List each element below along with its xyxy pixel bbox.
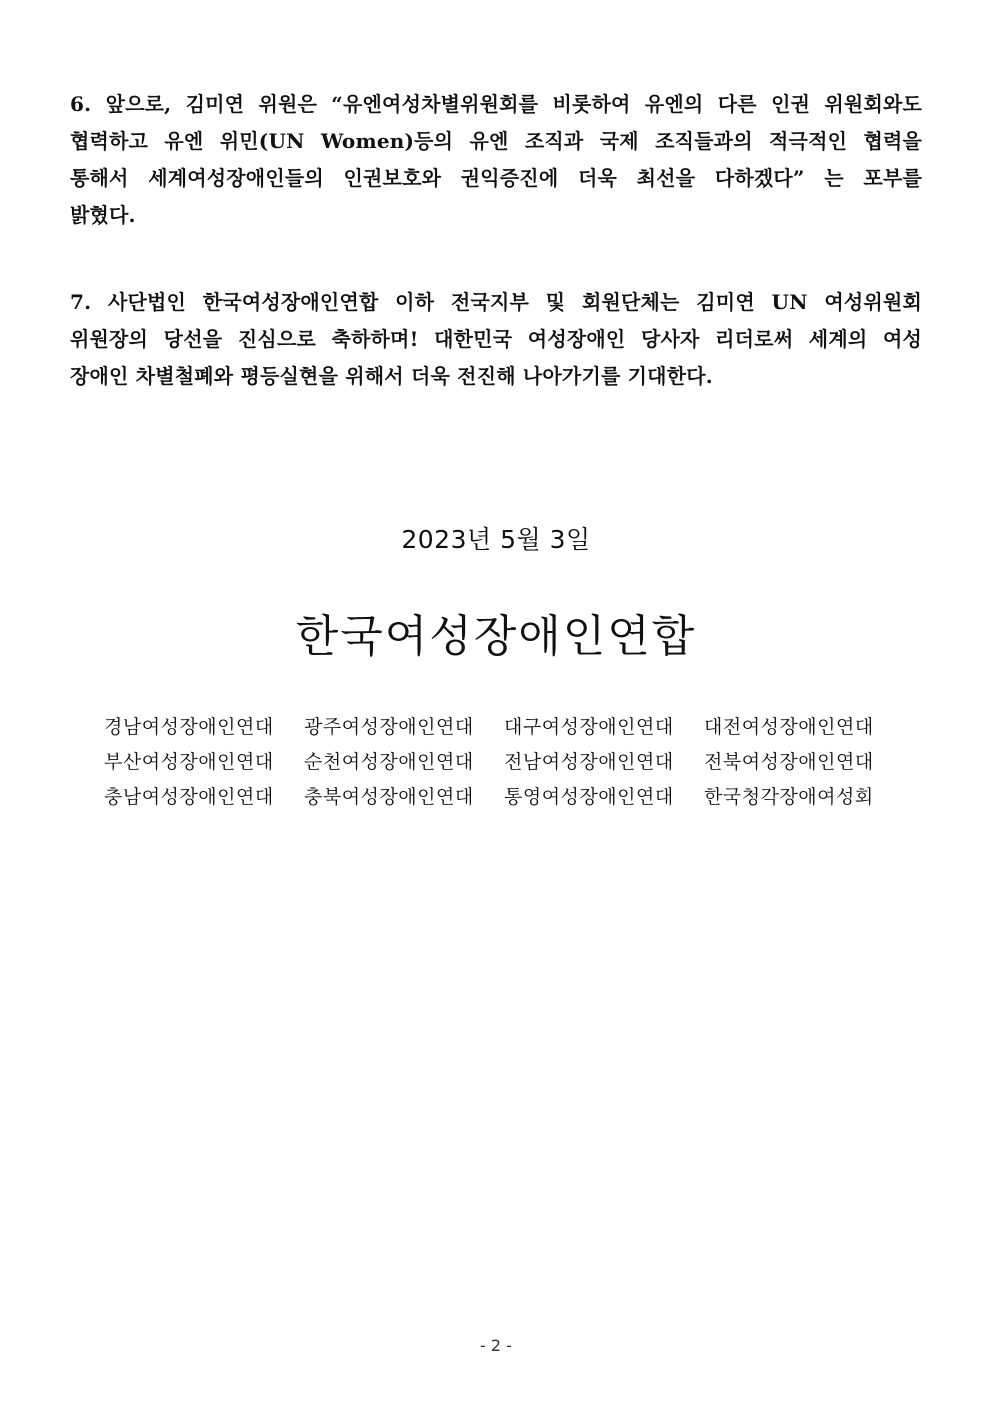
document-date: 2023년 5월 3일: [401, 525, 591, 554]
paragraph-6-line: 협력하고 유엔 위민(UN Women)등의 유엔 조직과 국제 조직들과의 적극적인 협력을: [70, 129, 922, 153]
paragraph-6: [70, 86, 922, 234]
member-organization: 대전여성장애인연대: [704, 716, 874, 738]
member-organization: 부산여성장애인연대: [104, 751, 274, 773]
member-organization: 충북여성장애인연대: [304, 786, 474, 808]
paragraph-6-line: 통해서 세계여성장애인들의 인권보호와 권익증진에 더욱 최선을 다하겠다” 는 포부를: [70, 166, 922, 190]
member-organization: 통영여성장애인연대: [504, 786, 674, 808]
member-organization: 충남여성장애인연대: [104, 786, 274, 808]
member-organization: 대구여성장애인연대: [504, 716, 674, 738]
paragraph-7: [70, 284, 922, 395]
member-organization: 광주여성장애인연대: [304, 716, 474, 738]
member-organizations: [104, 714, 894, 810]
member-organization: 경남여성장애인연대: [104, 716, 274, 738]
paragraph-7-line: 장애인 차별철폐와 평등실현을 위해서 더욱 전진해 나아가기를 기대한다.: [70, 364, 713, 388]
member-organization: 순천여성장애인연대: [304, 751, 474, 773]
organization-name: 한국여성장애인연합: [295, 611, 697, 662]
paragraph-7-line: 위원장의 당선을 진심으로 축하하며! 대한민국 여성장애인 당사자 리더로써 세계의 여성: [70, 327, 922, 351]
paragraph-7-line: 7. 사단법인 한국여성장애인연합 이하 전국지부 및 회원단체는 김미연 UN 여성위원회: [70, 290, 922, 314]
paragraph-6-line: 6. 앞으로, 김미연 위원은 “유엔여성차별위원회를 비롯하여 유엔의 다른 인권 위원회와도: [70, 92, 922, 116]
page-number: - 2 -: [480, 1336, 512, 1355]
member-organization: 한국청각장애여성회: [704, 786, 874, 808]
paragraph-6-line: 밝혔다.: [70, 203, 136, 227]
member-organization: 전남여성장애인연대: [504, 751, 674, 773]
member-organization: 전북여성장애인연대: [704, 751, 874, 773]
